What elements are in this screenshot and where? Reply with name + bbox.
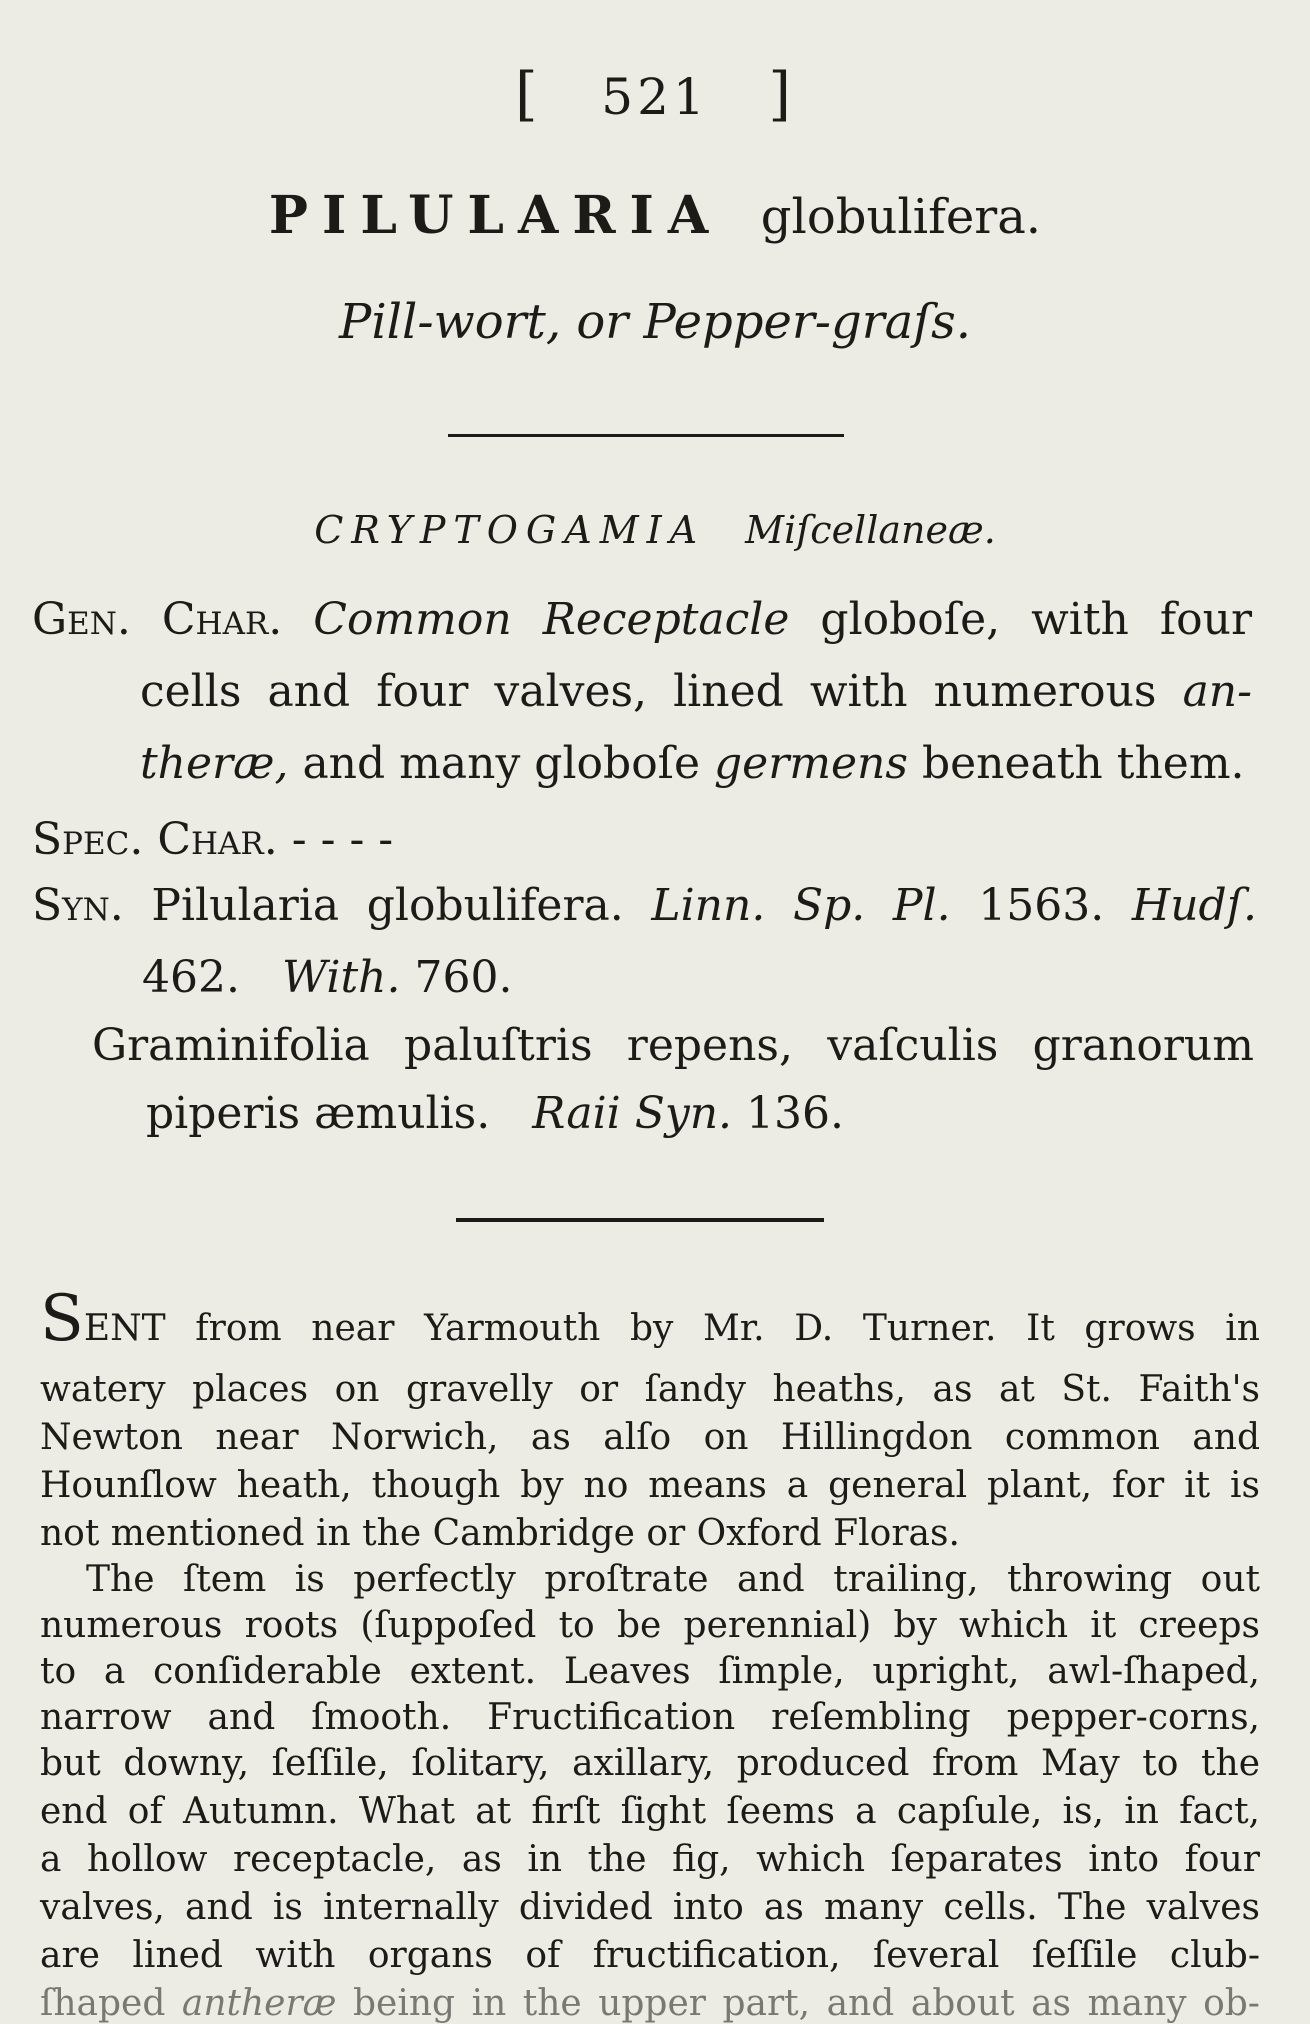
divider-rule xyxy=(448,434,844,437)
body-line xyxy=(40,1983,1260,2024)
body-line: are lined with organs of fructification, ſeveral ſeſſile club- xyxy=(40,1935,1260,1976)
body-line: The ſtem is perfectly proſtrate and trailing, throwing out xyxy=(86,1559,1260,1600)
page-number: 521 xyxy=(601,68,709,126)
body-italic: antheræ xyxy=(181,1983,337,2024)
spec-char-line xyxy=(32,814,394,865)
synonym-line-3 xyxy=(92,1020,1254,1071)
body-text: from near Yarmouth by Mr. D. Turner. It grows in xyxy=(195,1308,1260,1349)
body-line: watery places on gravelly or ſandy heaths, as at St. Faith's xyxy=(40,1369,1260,1410)
order-name: Miſcellaneæ. xyxy=(745,508,996,552)
classification xyxy=(0,508,1310,552)
body-text: ſhaped xyxy=(40,1983,166,2024)
body-line: Newton near Norwich, as alſo on Hillingdon common and xyxy=(40,1417,1260,1458)
page-title xyxy=(0,185,1310,246)
synonym-line-1 xyxy=(32,880,1257,931)
synonym-ref: Raii Syn. xyxy=(532,1088,733,1139)
synonym-ref-num: 760. xyxy=(414,952,513,1003)
body-line: end of Autumn. What at firſt ſight ſeems a capſule, is, in fact, xyxy=(40,1791,1260,1832)
drop-rest: ENT xyxy=(83,1308,166,1349)
synonym-label: Syn. xyxy=(32,880,124,931)
class-name: CRYPTOGAMIA xyxy=(314,508,706,552)
gen-char-text: and many globoſe xyxy=(302,738,701,789)
gen-char-italic: Common Receptacle xyxy=(313,594,790,645)
body-line: valves, and is internally divided into as many cells. The valves xyxy=(40,1887,1260,1928)
gen-char-line-2 xyxy=(140,666,1252,717)
bracket-close: ] xyxy=(768,60,796,128)
synonym-line-4 xyxy=(146,1088,845,1139)
synonym-text: Graminifolia paluſtris repens, vaſculis granorum xyxy=(92,1020,1254,1071)
common-name: Pill-wort, or Pepper-graſs. xyxy=(339,294,971,350)
page-number-header xyxy=(0,60,1310,128)
body-line: but downy, ſeſſile, ſolitary, axillary, produced from May to the xyxy=(40,1743,1260,1784)
synonym-ref: Linn. Sp. Pl. xyxy=(651,880,951,931)
gen-char-text: globoſe, with four xyxy=(820,594,1252,645)
synonym-ref-num: 1563. xyxy=(978,880,1105,931)
spec-char-value: - - - - xyxy=(291,814,394,865)
body-line: a hollow receptacle, as in the fig, which ſeparates into four xyxy=(40,1839,1260,1880)
synonym-ref: With. xyxy=(281,952,401,1003)
gen-char-italic: an- xyxy=(1182,666,1252,717)
spec-char-label: Spec. Char. xyxy=(32,814,278,865)
gen-char-italic: theræ, xyxy=(140,738,289,789)
synonym-text: Pilularia globulifera. xyxy=(151,880,624,931)
gen-char-label: Gen. Char. xyxy=(32,594,283,645)
gen-char-line-1 xyxy=(32,594,1252,645)
bracket-open: [ xyxy=(514,60,542,128)
synonym-ref: Hudſ. xyxy=(1131,880,1257,931)
gen-char-italic: germens xyxy=(714,738,908,789)
body-text: being in the upper part, and about as many ob- xyxy=(353,1983,1260,2024)
synonym-ref-num: 136. xyxy=(746,1088,845,1139)
body-line xyxy=(40,1282,1260,1356)
divider-rule xyxy=(456,1218,824,1222)
title-genus: PILULARIA xyxy=(268,185,723,246)
gen-char-line-3 xyxy=(140,738,1245,789)
body-line: Hounſlow heath, though by no means a general plant, for it is xyxy=(40,1465,1260,1506)
synonym-text: piperis æmulis. xyxy=(146,1088,491,1139)
title-species: globulifera. xyxy=(760,189,1042,245)
body-line: narrow and ſmooth. Fructification reſembling pepper-corns, xyxy=(40,1697,1260,1738)
drop-initial: S xyxy=(40,1282,84,1356)
gen-char-text: cells and four valves, lined with numerous xyxy=(140,666,1157,717)
body-line: numerous roots (ſuppoſed to be perennial) by which it creeps xyxy=(40,1605,1260,1646)
body-line: not mentioned in the Cambridge or Oxford Floras. xyxy=(40,1513,960,1554)
gen-char-text: beneath them. xyxy=(921,738,1245,789)
synonym-line-2 xyxy=(142,952,513,1003)
synonym-ref-num: 462. xyxy=(142,952,240,1003)
body-line: to a conſiderable extent. Leaves ſimple, upright, awl-ſhaped, xyxy=(40,1651,1260,1692)
